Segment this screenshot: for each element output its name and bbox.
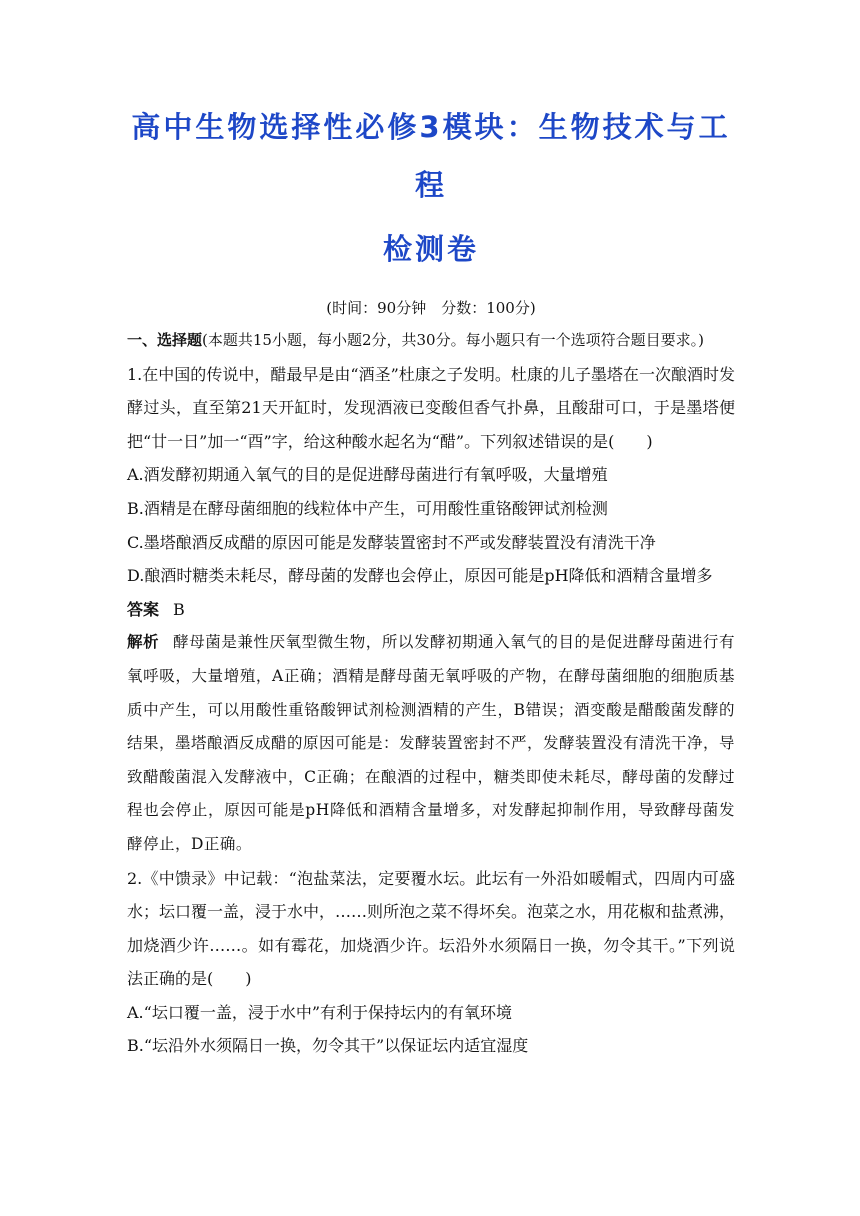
question-2 <box>127 862 735 1064</box>
question-stem: 1.在中国的传说中，醋最早是由“酒圣”杜康之子发明。杜康的儿子墨塔在一次酿酒时发酵过头，直至第21天开缸时，发现酒液已变酸但香气扑鼻，且酸甜可口，于是墨塔便把“廿一日”加一“酉”字，给这种酸水起名为“醋”。下列叙述错误的是( ) <box>127 364 735 451</box>
doc-title-line2: 检测卷 <box>382 232 479 266</box>
answer-label: 答案 <box>127 599 160 619</box>
analysis-label: 解析 <box>127 633 160 652</box>
option-a: A.“坛口覆一盖，浸于水中”有利于保持坛内的有氧环境 <box>127 1002 513 1022</box>
option-c: C.墨塔酿酒反成醋的原因可能是发酵装置密封不严或发酵装置没有清洗干净 <box>127 532 656 552</box>
question-stem: 2.《中馈录》中记载：“泡盐菜法，定要覆水坛。此坛有一外沿如暖帽式，四周内可盛水；坛口覆一盖，浸于水中，……则所泡之菜不得坏矣。泡菜之水，用花椒和盐煮沸，加烧酒少许……。如有霉花，加烧酒少许。坛沿外水须隔日一换，勿令其干。”下列说法正确的是( ) <box>127 868 736 989</box>
section-description: (本题共15小题，每小题2分，共30分。每小题只有一个选项符合题目要求。) <box>202 331 704 349</box>
option-b: B.“坛沿外水须隔日一换，勿令其干”以保证坛内适宜湿度 <box>127 1036 529 1056</box>
document-page <box>127 98 735 1063</box>
section-title: 一、选择题 <box>127 331 203 349</box>
answer-line <box>127 593 735 627</box>
exam-meta: (时间：90分钟 分数：100分) <box>326 299 536 317</box>
option-d: D.酿酒时糖类未耗尽，酵母菌的发酵也会停止，原因可能是pH降低和酒精含量增多 <box>127 566 713 586</box>
answer-value: B <box>173 599 185 619</box>
doc-title-line1: 高中生物选择性必修3模块：生物技术与工程 <box>131 110 731 202</box>
analysis-text: 酵母菌是兼性厌氧型微生物，所以发酵初期通入氧气的目的是促进酵母菌进行有氧呼吸，大量增殖，A正确；酒精是酵母菌无氧呼吸的产物，在酵母菌细胞的细胞质基质中产生，可以用酸性重铬酸钾试剂检测酒精的产生，B错误；酒变酸是醋酸菌发酵的结果，墨塔酿酒反成醋的原因可能是：发酵装置密封不严，发酵装置没有清洗干净，导致醋酸菌混入发酵液中，C正确；在酿酒的过程中，糖类即使未耗尽，酵母菌的发酵过程也会停止，原因可能是pH降低和酒精含量增多，对发酵起抑制作用，导致酵母菌发酵停止，D正确。 <box>127 633 736 853</box>
question-1 <box>127 358 735 862</box>
option-b: B.酒精是在酵母菌细胞的线粒体中产生，可用酸性重铬酸钾试剂检测 <box>127 498 608 518</box>
analysis-paragraph <box>127 626 735 861</box>
option-a: A.酒发酵初期通入氧气的目的是促进酵母菌进行有氧呼吸，大量增殖 <box>127 465 608 485</box>
section-heading <box>127 324 735 358</box>
